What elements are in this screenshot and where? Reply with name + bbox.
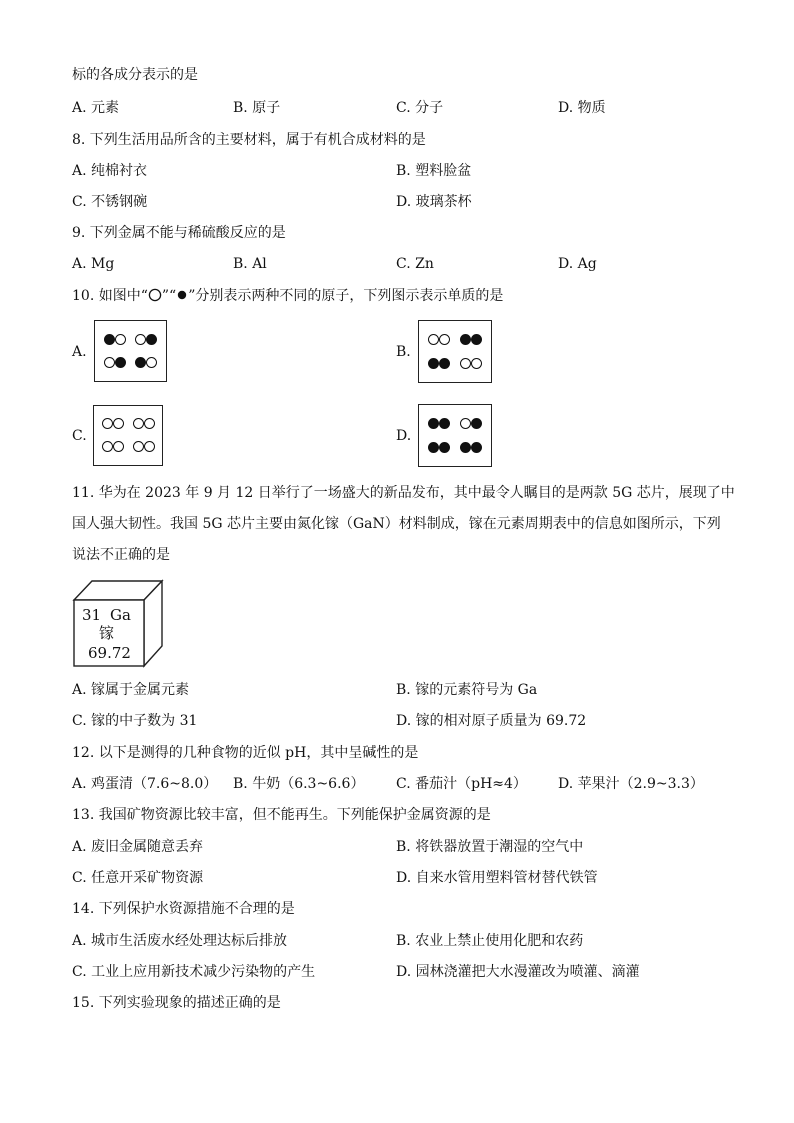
q7-option-c[interactable]: C. 分子 (396, 100, 444, 116)
hollow-atom-icon (146, 357, 157, 368)
q12-option-c[interactable]: C. 番茄汁（pH≈4） (396, 776, 527, 792)
solid-atom-icon (471, 334, 482, 345)
q10-option-d-label[interactable]: D. (396, 428, 412, 444)
solid-atom-icon (176, 288, 188, 302)
solid-atom-icon (104, 334, 115, 345)
q10-option-b-diagram[interactable] (418, 320, 492, 383)
q14-stem: 14. 下列保护水资源措施不合理的是 (72, 901, 295, 917)
solid-atom-icon (428, 418, 439, 429)
hollow-atom-icon (428, 334, 439, 345)
q15-stem: 15. 下列实验现象的描述正确的是 (72, 995, 281, 1011)
q10-stem (72, 287, 503, 305)
q13-stem: 13. 我国矿物资源比较丰富，但不能再生。下列能保护金属资源的是 (72, 807, 491, 823)
hollow-atom-icon (133, 418, 144, 429)
q12-option-b[interactable]: B. 牛奶（6.3~6.6） (233, 776, 365, 792)
element-name: 镓 (99, 624, 115, 642)
hollow-atom-icon (144, 418, 155, 429)
hollow-atom-icon (113, 418, 124, 429)
q10-option-d-diagram[interactable] (418, 404, 492, 467)
solid-atom-icon (460, 442, 471, 453)
q8-option-a[interactable]: A. 纯棉衬衣 (72, 163, 148, 179)
q10-option-b-label[interactable]: B. (396, 344, 411, 360)
q12-option-d[interactable]: D. 苹果汁（2.9~3.3） (558, 776, 704, 792)
solid-atom-icon (439, 418, 450, 429)
hollow-atom-icon (113, 441, 124, 452)
q8-option-b[interactable]: B. 塑料脸盆 (396, 163, 472, 179)
q10-option-a-label[interactable]: A. (72, 344, 87, 360)
solid-atom-icon (439, 358, 450, 369)
q11-option-b[interactable]: B. 镓的元素符号为 Ga (396, 682, 538, 698)
q11-stem-line3: 说法不正确的是 (72, 547, 170, 563)
hollow-atom-icon (133, 441, 144, 452)
solid-atom-icon (428, 442, 439, 453)
q11-stem-line2: 国人强大韧性。我国 5G 芯片主要由氮化镓（GaN）材料制成，镓在元素周期表中的信息如图所示，下列 (72, 516, 721, 532)
q12-option-a[interactable]: A. 鸡蛋清（7.6~8.0） (72, 776, 218, 792)
hollow-atom-icon (102, 441, 113, 452)
solid-atom-icon (471, 418, 482, 429)
q11-option-a[interactable]: A. 镓属于金属元素 (72, 682, 190, 698)
solid-atom-icon (146, 334, 157, 345)
hollow-atom-icon (460, 358, 471, 369)
solid-atom-icon (460, 334, 471, 345)
hollow-atom-icon (102, 418, 113, 429)
hollow-atom-icon (135, 334, 146, 345)
q12-stem: 12. 以下是测得的几种食物的近似 pH，其中呈碱性的是 (72, 745, 419, 761)
q7-option-b[interactable]: B. 原子 (233, 100, 281, 116)
q9-option-c[interactable]: C. Zn (396, 256, 434, 272)
solid-atom-icon (439, 442, 450, 453)
gallium-element-card (72, 578, 164, 670)
solid-atom-icon (115, 357, 126, 368)
q13-option-b[interactable]: B. 将铁器放置于潮湿的空气中 (396, 839, 584, 855)
q10-stem-part2: ”“ (161, 288, 177, 304)
q11-option-c[interactable]: C. 镓的中子数为 31 (72, 713, 198, 729)
q14-option-d[interactable]: D. 园林浇灌把大水漫灌改为喷灌、滴灌 (396, 964, 640, 980)
hollow-atom-icon (471, 358, 482, 369)
q13-option-d[interactable]: D. 自来水管用塑料管材替代铁管 (396, 870, 598, 886)
hollow-atom-icon (144, 441, 155, 452)
q10-option-c-diagram[interactable] (93, 405, 163, 466)
hollow-atom-icon (439, 334, 450, 345)
q13-option-c[interactable]: C. 任意开采矿物资源 (72, 870, 204, 886)
solid-atom-icon (471, 442, 482, 453)
q7-option-a[interactable]: A. 元素 (72, 100, 120, 116)
q14-option-a[interactable]: A. 城市生活废水经处理达标后排放 (72, 933, 288, 949)
q13-option-a[interactable]: A. 废旧金属随意丢弃 (72, 839, 204, 855)
q8-stem: 8. 下列生活用品所含的主要材料，属于有机合成材料的是 (72, 132, 426, 148)
q8-option-d[interactable]: D. 玻璃茶杯 (396, 194, 472, 210)
q9-stem: 9. 下列金属不能与稀硫酸反应的是 (72, 225, 286, 241)
q9-option-a[interactable]: A. Mg (72, 256, 115, 272)
q14-option-c[interactable]: C. 工业上应用新技术减少污染物的产生 (72, 964, 316, 980)
q10-stem-part1: 10. 如图中“ (72, 288, 148, 304)
q14-option-b[interactable]: B. 农业上禁止使用化肥和农药 (396, 933, 584, 949)
atomic-mass: 69.72 (88, 644, 131, 662)
q9-option-b[interactable]: B. Al (233, 256, 267, 272)
q8-option-c[interactable]: C. 不锈钢碗 (72, 194, 148, 210)
element-symbol: Ga (110, 606, 131, 624)
hollow-atom-icon (148, 288, 162, 302)
hollow-atom-icon (460, 418, 471, 429)
q9-option-d[interactable]: D. Ag (558, 256, 597, 272)
solid-atom-icon (428, 358, 439, 369)
hollow-atom-icon (104, 357, 115, 368)
q10-option-a-diagram[interactable] (94, 320, 167, 382)
q10-stem-part3: ”分别表示两种不同的原子，下列图示表示单质的是 (188, 288, 504, 304)
q10-option-c-label[interactable]: C. (72, 428, 87, 444)
solid-atom-icon (135, 357, 146, 368)
atomic-number: 31 (82, 606, 102, 624)
hollow-atom-icon (115, 334, 126, 345)
q7-stem-tail: 标的各成分表示的是 (72, 67, 198, 83)
q11-option-d[interactable]: D. 镓的相对原子质量为 69.72 (396, 713, 587, 729)
q7-option-d[interactable]: D. 物质 (558, 100, 606, 116)
q11-stem-line1: 11. 华为在 2023 年 9 月 12 日举行了一场盛大的新品发布，其中最令人瞩目的是两款 5G 芯片，展现了中 (72, 485, 735, 501)
